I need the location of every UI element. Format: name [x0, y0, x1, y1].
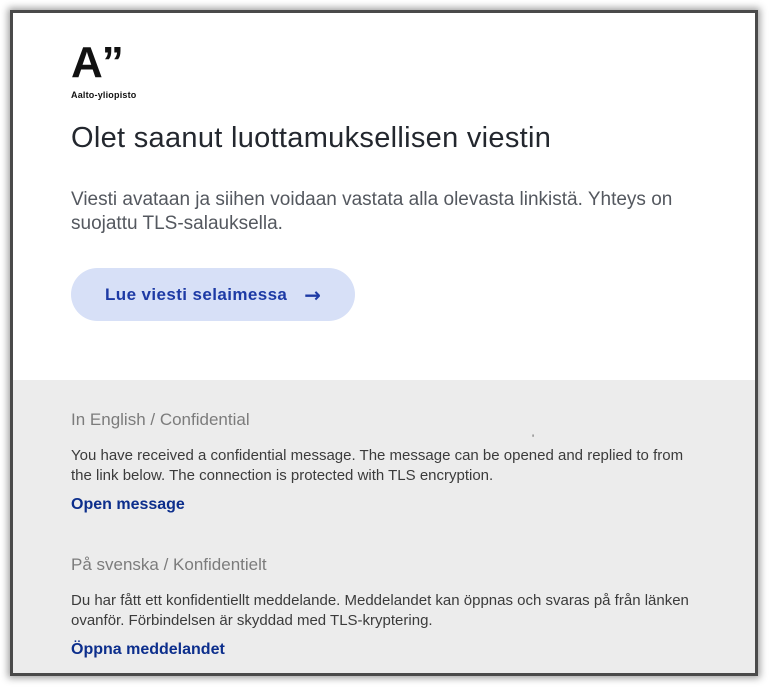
open-message-link[interactable]: Open message: [71, 496, 185, 513]
english-block: [71, 410, 705, 514]
finnish-body-text: Viesti avataan ja siihen voidaan vastata alla olevasta linkistä. Yhteys on suojattu TLS-salauksella.: [71, 189, 673, 234]
read-message-button[interactable]: [71, 268, 355, 321]
aalto-logo-wordmark: Aalto-yliopisto: [71, 90, 137, 100]
email-window: [10, 10, 758, 676]
english-body-text: You have received a confidential message. The message can be opened and replied to from the link below. The connection is protected with TLS encryption.: [71, 447, 684, 484]
english-section-heading: In English / Confidential: [71, 410, 250, 429]
page-title: Olet saanut luottamuksellisen viestin: [71, 122, 552, 154]
finnish-section: [13, 13, 755, 380]
swedish-block: [71, 555, 705, 659]
oppna-meddelandet-link[interactable]: Öppna meddelandet: [71, 641, 225, 658]
aalto-logo: [71, 38, 705, 100]
swedish-body-text: Du har fått ett konfidentiellt meddelande. Meddelandet kan öppnas och svaras på från länken ovanför. Förbindelsen är skyddad med TLS-kryptering.: [71, 592, 689, 629]
translations-section: [13, 380, 755, 673]
swedish-section-heading: På svenska / Konfidentielt: [71, 555, 267, 574]
arrow-right-icon: →: [304, 282, 322, 307]
aalto-logo-mark: A”: [71, 38, 123, 87]
read-message-button-label: Lue viesti selaimessa: [105, 284, 288, 304]
stray-mark: ': [532, 433, 535, 445]
